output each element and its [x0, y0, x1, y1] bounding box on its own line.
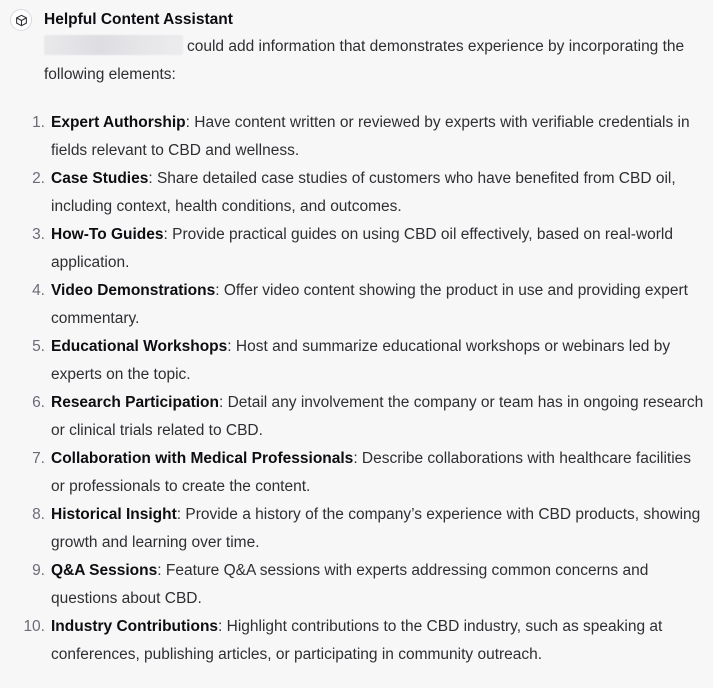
- item-number: 9.: [32, 562, 45, 579]
- item-term: Collaboration with Medical Professionals: [51, 450, 354, 467]
- item-description: : Feature Q&A sessions with experts addressing common concerns and questions about CBD.: [51, 562, 649, 607]
- item-number: 1.: [32, 114, 45, 131]
- item-term: Research Participation: [51, 394, 219, 411]
- list-item: [23, 613, 704, 669]
- item-description: : Have content written or reviewed by experts with verifiable credentials in fields relevant to CBD and wellness.: [51, 114, 690, 159]
- item-description: : Share detailed case studies of customers who have benefited from CBD oil, including context, health conditions, and outcomes.: [51, 170, 676, 215]
- item-description: : Highlight contributions to the CBD industry, such as speaking at conferences, publishing articles, or participating in community outreach.: [51, 618, 663, 663]
- redacted-text: [44, 35, 183, 55]
- item-description: : Provide practical guides on using CBD oil effectively, based on real-world application.: [51, 226, 673, 271]
- elements-list: [23, 109, 704, 669]
- item-term: Expert Authorship: [51, 114, 186, 131]
- list-item: [32, 109, 704, 165]
- item-term: Educational Workshops: [51, 338, 228, 355]
- message-body: [23, 33, 704, 669]
- assistant-name: Helpful Content Assistant: [44, 11, 233, 28]
- item-description: : Offer video content showing the product in use and providing expert commentary.: [51, 282, 688, 327]
- item-number: 8.: [32, 506, 45, 523]
- message-header: [10, 8, 233, 32]
- list-item: [32, 501, 704, 557]
- intro-paragraph: [44, 33, 704, 89]
- list-item: [32, 389, 704, 445]
- item-term: Q&A Sessions: [51, 562, 158, 579]
- list-item: [32, 277, 704, 333]
- list-item: [32, 557, 704, 613]
- item-number: 6.: [32, 394, 45, 411]
- intro-text: could add information that demonstrates experience by incorporating the following elements:: [44, 38, 685, 83]
- item-number: 10.: [23, 618, 45, 635]
- item-description: : Provide a history of the company’s experience with CBD products, showing growth and learning over time.: [51, 506, 701, 551]
- item-term: How-To Guides: [51, 226, 164, 243]
- item-number: 7.: [32, 450, 45, 467]
- list-item: [32, 221, 704, 277]
- list-item: [32, 333, 704, 389]
- item-description: : Detail any involvement the company or team has in ongoing research or clinical trials related to CBD.: [51, 394, 704, 439]
- item-description: : Host and summarize educational workshops or webinars led by experts on the topic.: [51, 338, 671, 383]
- item-number: 5.: [32, 338, 45, 355]
- item-number: 3.: [32, 226, 45, 243]
- item-description: : Describe collaborations with healthcare facilities or professionals to create the content.: [51, 450, 692, 495]
- item-number: 4.: [32, 282, 45, 299]
- list-item: [32, 445, 704, 501]
- item-term: Case Studies: [51, 170, 149, 187]
- item-term: Industry Contributions: [51, 618, 219, 635]
- list-item: [32, 165, 704, 221]
- item-term: Historical Insight: [51, 506, 177, 523]
- item-term: Video Demonstrations: [51, 282, 216, 299]
- cube-icon: [10, 9, 32, 31]
- item-number: 2.: [32, 170, 45, 187]
